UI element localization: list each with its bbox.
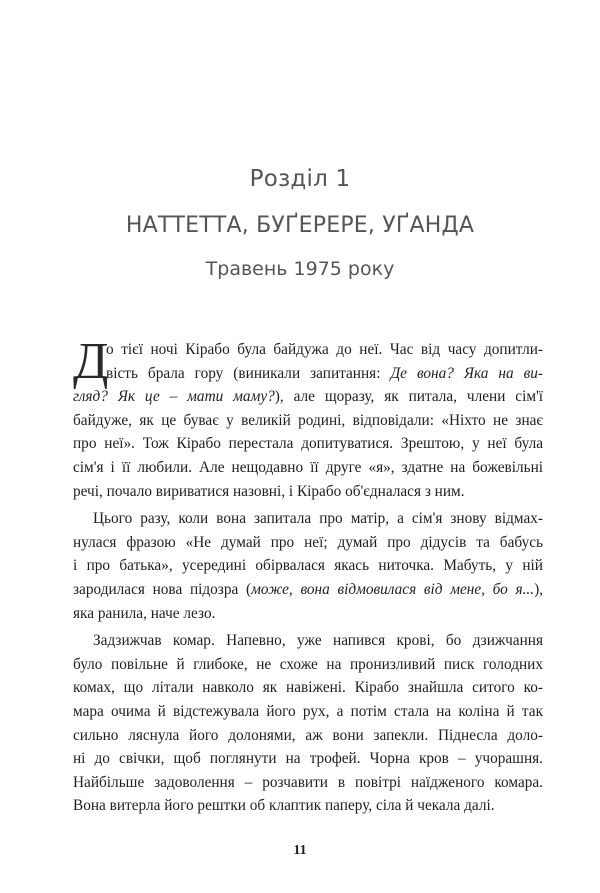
- text-line: байдуже, як це буває у великій родині, відповідали: «Ніхто не знає: [73, 411, 543, 429]
- text-line: було повільне й глибоке, не схоже на пронизливий писк голодних: [73, 655, 543, 673]
- text-line: зародилася нова підозра (може, вона відмовилася від мене, бо я...),: [73, 580, 543, 598]
- chapter-date: Травень 1975 року: [205, 258, 395, 280]
- text-line: ні до свічки, щоб поглянути на трофей. Чорна кров – учорашня.: [73, 750, 543, 768]
- text-line: і про батька», усередині обірвалася якась ниточка. Мабуть, у ній: [73, 557, 543, 575]
- text-line: сім'я і її любили. Але нещодавно її друге «я», здатне на божевільні: [73, 458, 543, 476]
- text-line: Задзижчав комар. Напевно, уже напився крові, бо дзижчання: [93, 632, 543, 650]
- text-line: про неї». Тож Кірабо перестала допитуватися. Зрештою, у неї була: [73, 435, 543, 453]
- text-line: Цього разу, коли вона запитала про матір, а сім'я знову відмах-: [93, 510, 543, 528]
- text-line: яка ранила, наче лезо.: [73, 604, 216, 622]
- chapter-number: Розділ 1: [249, 166, 351, 192]
- text-line: о тієї ночі Кірабо була байдужа до неї. Час від часу допитли-: [106, 341, 543, 358]
- text-line: Найбільше задоволення – розчавити в повітрі наїдженого комара.: [73, 773, 543, 791]
- text-line: гляд? Як це – мати маму?), але щоразу, як питала, члени сім'ї: [73, 388, 544, 406]
- text-line: комах, що літали навколо як навіжені. Кірабо знайшла ситого ко-: [73, 679, 543, 697]
- text-line: сильно ляснула його долонями, аж вони запекли. Піднесла доло-: [73, 726, 543, 744]
- text-line: вість брала гору (виникали запитання: Де вона? Яка на ви-: [106, 364, 543, 382]
- text-line: Вона витерла його рештки об клаптик паперу, сіла й чекала далі.: [73, 797, 495, 815]
- drop-cap: Д: [73, 333, 109, 390]
- body-text: [73, 333, 544, 818]
- page-number: 11: [293, 843, 307, 858]
- text-line: речі, почало вириватися назовні, і Кірабо об'єдналася з ним.: [73, 482, 465, 500]
- text-line: нулася фразою «Не думай про неї; думай про дідусів та бабусь: [73, 533, 543, 551]
- chapter-place: НАТТЕТТА, БУҐЕРЕРЕ, УҐАНДА: [125, 213, 475, 238]
- text-line: мара очима й відстежувала його рух, а потім стала на коліна й так: [73, 702, 543, 720]
